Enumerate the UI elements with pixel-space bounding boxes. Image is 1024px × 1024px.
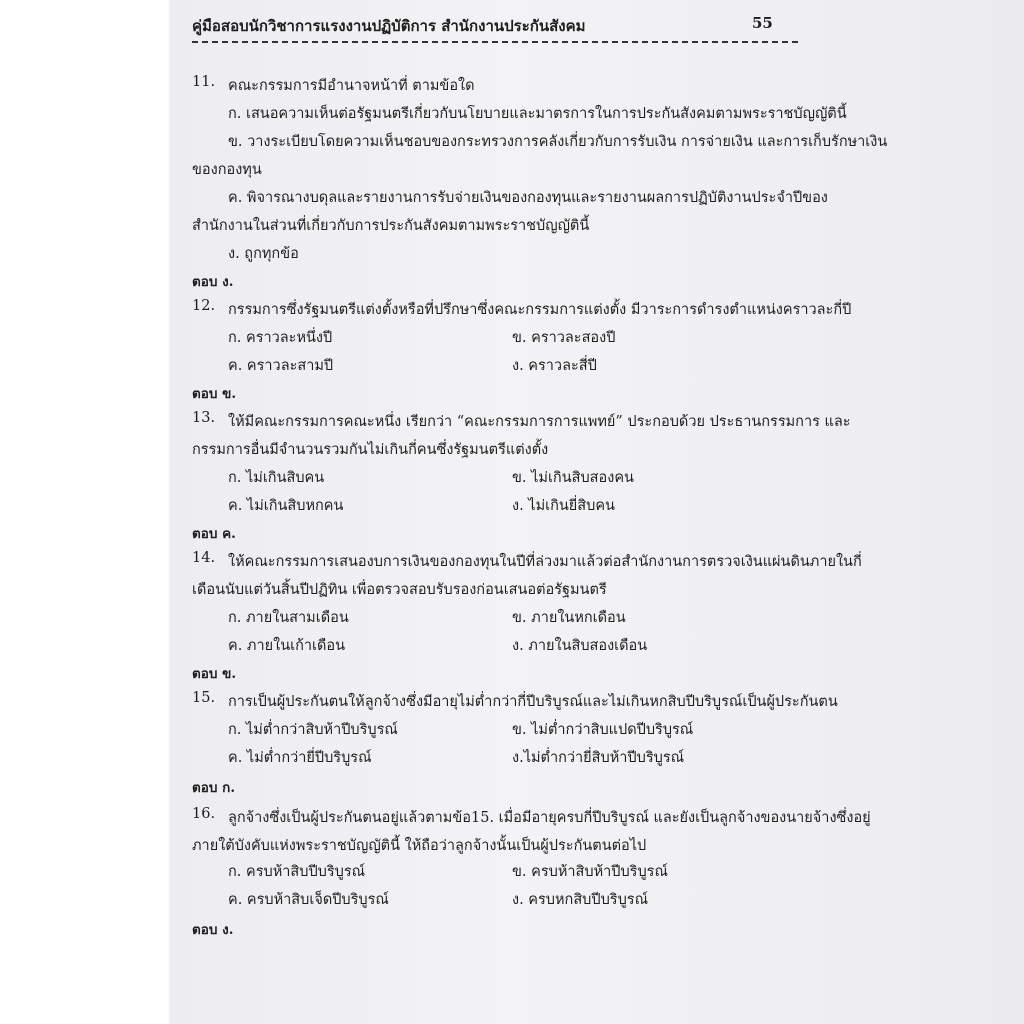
option-c: ค. ครบห้าสิบเจ็ดปีบริบูรณ์	[228, 892, 389, 908]
question-text: ให้คณะกรรมการเสนองบการเงินของกองทุนในปีที่ล่วงมาแล้วต่อสำนักงานการตรวจเงินแผ่นดินภายในกี่	[228, 554, 862, 570]
option-d: ง. ไม่เกินยี่สิบคน	[512, 498, 615, 514]
question-text-cont: ภายใต้บังคับแห่งพระราชบัญญัตินี้ ให้ถือว่าลูกจ้างนั้นเป็นผู้ประกันตนต่อไป	[192, 838, 647, 854]
option-c-cont: สำนักงานในส่วนที่เกี่ยวกับการประกันสังคมตามพระราชบัญญัตินี้	[192, 218, 590, 234]
question-number: 11.	[192, 74, 216, 90]
option-c: ค. พิจารณางบดุลและรายงานการรับจ่ายเงินของกองทุนและรายงานผลการปฏิบัติงานประจำปีของ	[228, 190, 828, 206]
page-header-title: คู่มือสอบนักวิชาการแรงงานปฏิบัติการ สำนักงานประกันสังคม	[192, 17, 586, 35]
option-d: ง. ถูกทุกข้อ	[228, 246, 299, 262]
option-b: ข. วางระเบียบโดยความเห็นชอบของกระทรวงการคลังเกี่ยวกับการรับเงิน การจ่ายเงิน และการเก็บรักษาเงิน	[228, 134, 888, 150]
question-text: คณะกรรมการมีอำนาจหน้าที่ ตามข้อใด	[228, 78, 475, 94]
option-a: ก. ครบห้าสิบปีบริบูรณ์	[228, 864, 366, 880]
question-text: กรรมการซึ่งรัฐมนตรีแต่งตั้งหรือที่ปรึกษาซึ่งคณะกรรมการแต่งตั้ง มีวาระการดำรงตำแหน่งคราวละกี่ปี	[228, 302, 852, 318]
option-b: ข. ไม่ต่ำกว่าสิบแปดปีบริบูรณ์	[512, 722, 694, 738]
answer-16: ตอบ ง.	[192, 922, 234, 938]
question-number: 16.	[192, 806, 216, 822]
option-b: ข. ไม่เกินสิบสองคน	[512, 470, 634, 486]
answer-12: ตอบ ข.	[192, 386, 237, 402]
option-c: ค. ไม่เกินสิบหกคน	[228, 498, 344, 514]
option-d: ง.ไม่ต่ำกว่ายี่สิบห้าปีบริบูรณ์	[512, 750, 685, 766]
question-text: ให้มีคณะกรรมการคณะหนึ่ง เรียกว่า “คณะกรรมการการแพทย์” ประกอบด้วย ประธานกรรมการ และ	[228, 414, 851, 430]
option-c: ค. ไม่ต่ำกว่ายี่ปีบริบูรณ์	[228, 750, 372, 766]
question-text: การเป็นผู้ประกันตนให้ลูกจ้างซึ่งมีอายุไม่ต่ำกว่ากี่ปีบริบูรณ์และไม่เกินหกสิบปีบริบูรณ์เป็นผู้ประกันตน	[228, 694, 838, 710]
option-d: ง. คราวละสี่ปี	[512, 358, 597, 374]
option-d: ง. ครบหกสิบปีบริบูรณ์	[512, 892, 649, 908]
option-c: ค. คราวละสามปี	[228, 358, 334, 374]
question-number: 12.	[192, 298, 216, 314]
answer-11: ตอบ ง.	[192, 274, 234, 290]
question-number: 15.	[192, 690, 216, 706]
question-number: 13.	[192, 410, 216, 426]
option-a: ก. เสนอความเห็นต่อรัฐมนตรีเกี่ยวกับนโยบายและมาตรการในการประกันสังคมตามพระราชบัญญัตินี้	[228, 106, 847, 122]
answer-15: ตอบ ก.	[192, 780, 236, 796]
answer-13: ตอบ ค.	[192, 526, 236, 542]
option-c: ค. ภายในเก้าเดือน	[228, 638, 345, 654]
option-b-cont: ของกองทุน	[192, 162, 262, 178]
question-text: ลูกจ้างซึ่งเป็นผู้ประกันตนอยู่แล้วตามข้อ15. เมื่อมีอายุครบกี่ปีบริบูรณ์ และยังเป็นลูกจ้างของนายจ้างซึ่งอยู่	[228, 810, 871, 826]
question-text-cont: กรรมการอื่นมีจำนวนรวมกันไม่เกินกี่คนซึ่งรัฐมนตรีแต่งตั้ง	[192, 442, 549, 458]
option-d: ง. ภายในสิบสองเดือน	[512, 638, 648, 654]
option-b: ข. ภายในหกเดือน	[512, 610, 626, 626]
header-divider	[192, 41, 798, 43]
question-number: 14.	[192, 550, 216, 566]
option-a: ก. ไม่เกินสิบคน	[228, 470, 325, 486]
option-a: ก. ไม่ต่ำกว่าสิบห้าปีบริบูรณ์	[228, 722, 398, 738]
option-b: ข. ครบห้าสิบห้าปีบริบูรณ์	[512, 864, 668, 880]
option-a: ก. ภายในสามเดือน	[228, 610, 349, 626]
option-a: ก. คราวละหนึ่งปี	[228, 330, 333, 346]
answer-14: ตอบ ข.	[192, 666, 237, 682]
question-text-cont: เดือนนับแต่วันสิ้นปีปฏิทิน เพื่อตรวจสอบรับรองก่อนเสนอต่อรัฐมนตรี	[192, 582, 607, 598]
option-b: ข. คราวละสองปี	[512, 330, 616, 346]
page-number: 55	[752, 14, 773, 32]
